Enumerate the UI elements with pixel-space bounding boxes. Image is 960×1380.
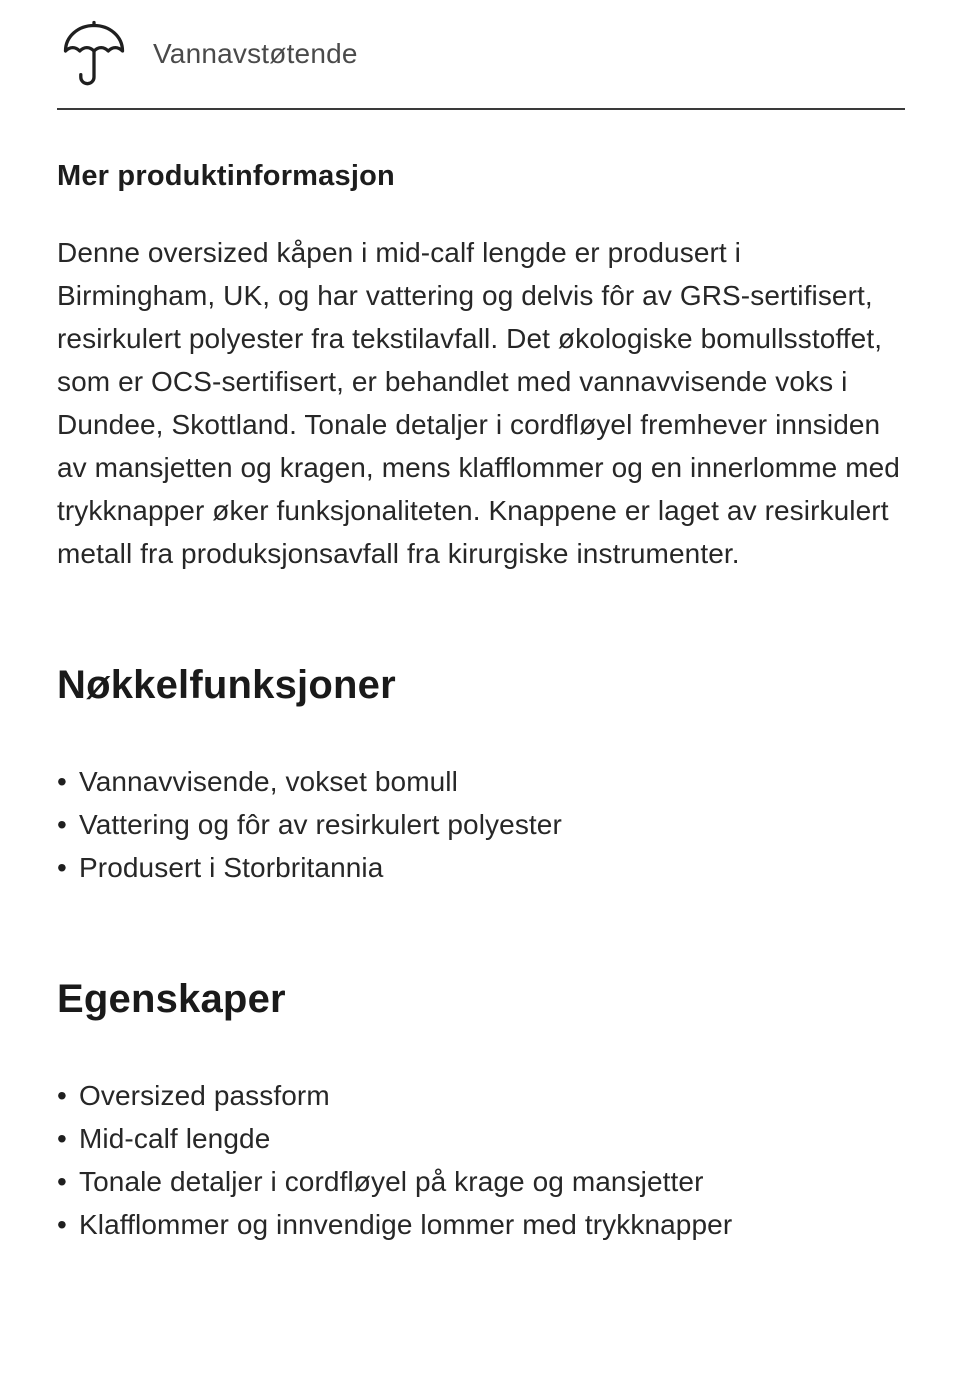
list-item: • Vattering og fôr av resirkulert polyester (57, 803, 905, 846)
list-item: • Mid-calf lengde (57, 1117, 905, 1160)
umbrella-icon (57, 14, 131, 94)
list-item: • Oversized passform (57, 1074, 905, 1117)
list-item: • Tonale detaljer i cordfløyel på krage og mansjetter (57, 1160, 905, 1203)
key-features-title: Nøkkelfunksjoner (57, 663, 396, 707)
properties-list (57, 1074, 905, 1246)
header-divider (57, 108, 905, 110)
product-description: Denne oversized kåpen i mid-calf lengde er produsert i Birmingham, UK, og har vattering og delvis fôr av GRS-sertifisert, resirkulert polyester fra tekstilavfall. Det økologiske bomullsstoffet, som er OCS-sertifisert, er behandlet med vannavvisende voks i Dundee, Skottland. Tonale detaljer i cordfløyel fremhever innsiden av mansjetten og kragen, mens klafflommer og en innerlomme med trykknapper øker funksjonaliteten. Knappene er laget av resirkulert metall fra produksjonsavfall fra kirurgiske instrumenter. (57, 237, 900, 569)
more-info-title: Mer produktinformasjon (57, 160, 395, 192)
feature-header (57, 10, 905, 106)
key-features-list (57, 760, 905, 889)
list-item: • Klafflommer og innvendige lommer med trykknapper (57, 1203, 905, 1246)
feature-label: Vannavstøtende (153, 38, 358, 69)
properties-title: Egenskaper (57, 977, 286, 1021)
list-item: • Produsert i Storbritannia (57, 846, 905, 889)
list-item: • Vannavvisende, vokset bomull (57, 760, 905, 803)
